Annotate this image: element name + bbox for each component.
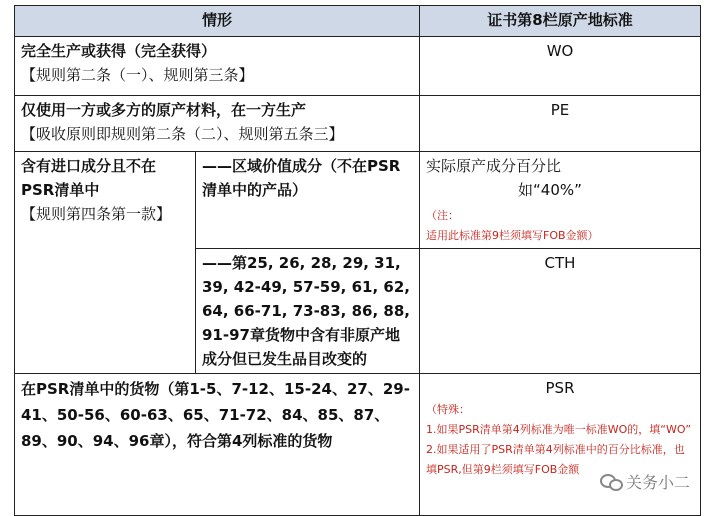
row-psr-note-label: （特殊： (426, 403, 471, 416)
row-psr-criterion-cell (420, 374, 701, 516)
row-pe-ref: 【吸收原则即规则第二条（二）、规则第五条三】 (21, 125, 344, 143)
row-rvc-criterion-cell (420, 152, 701, 249)
row-pe-title: 仅使用一方或多方的原产材料，在一方生产 (21, 101, 307, 119)
row-wo-criterion: WO (420, 37, 701, 96)
row-rvc-note-label: （注： (426, 209, 460, 222)
row-cth-desc: ——第25, 26, 28, 29, 31, 39, 42-49, 57-59, 61, 62, 64, 66-71, 73-83, 86, 88, 91-97章货物中含有非原产地成分但已发生品目改变的 (196, 249, 420, 374)
row-cth-criterion: CTH (420, 249, 701, 374)
row-nonpsr-ref: 【规则第四条第一款】 (21, 205, 172, 223)
row-pe-situation (15, 96, 420, 152)
row-wo (15, 37, 701, 96)
row-wo-situation (15, 37, 420, 96)
watermark (600, 470, 690, 493)
origin-criteria-table (14, 5, 701, 516)
row-wo-ref: 【规则第二条（一）、规则第三条】 (21, 66, 254, 84)
row-rvc-note-text: 适用此标准第9栏须填写FOB金额） (426, 229, 599, 242)
row-rvc (15, 152, 701, 249)
row-wo-title: 完全生产或获得（完全获得） (21, 42, 217, 60)
watermark-text: 关务小二 (625, 473, 690, 492)
header-criterion: 证书第8栏原产地标准 (420, 6, 701, 37)
row-psr-situation: 在PSR清单中的货物（第1-5、7-12、15-24、27、29-41、50-56、60-63、65、71-72、84、85、87、89、90、94、96章），符合第4列标准的货物 (15, 374, 420, 516)
header-row (15, 6, 701, 37)
row-pe-criterion: PE (420, 96, 701, 152)
row-rvc-example: 如“40%” (518, 181, 582, 199)
row-psr-criterion: PSR (545, 379, 575, 397)
row-psr (15, 374, 701, 516)
origin-criteria-table-container (14, 5, 700, 497)
row-pe (15, 96, 701, 152)
row-nonpsr-situation (15, 152, 196, 374)
wechat-icon (600, 474, 622, 490)
row-psr-note2: 2.如果适用了PSR清单第4列标准中的百分比标准，也填PSR,但第9栏须填写FOB金额 (426, 443, 685, 476)
row-nonpsr-title: 含有进口成分且不在PSR清单中 (21, 157, 157, 199)
header-situation: 情形 (15, 6, 420, 37)
row-rvc-desc: ——区域价值成分（不在PSR清单中的产品） (196, 152, 420, 249)
row-rvc-criterion: 实际原产成分百分比 (426, 157, 562, 175)
row-psr-note1: 1.如果PSR清单第4列标准为唯一标准WO的，填“WO” (426, 423, 692, 436)
